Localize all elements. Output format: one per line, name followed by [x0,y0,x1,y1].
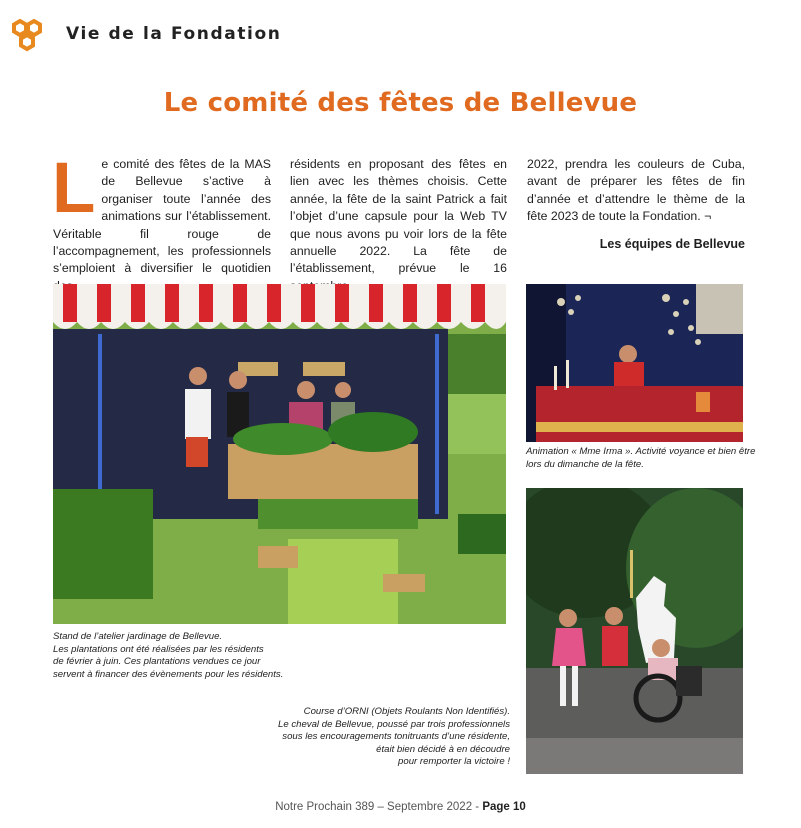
article-signature: Les équipes de Bellevue [599,237,745,251]
caption-line: Les plantations ont été réalisées par les résidents [53,643,264,655]
caption-line: servent à financer des évènements pour les résidents. [53,668,284,680]
caption-line: sous les encouragements tonitruants d’une résidente, [282,731,510,743]
footer-text: Notre Prochain 389 – Septembre 2022 - [275,801,483,813]
photo-garden-stand [53,284,506,624]
caption-line: Animation « Mme Irma ». Activité voyance et bien être [526,446,756,457]
caption-line: Stand de l’atelier jardinage de Bellevue. [53,631,223,642]
column-2-text: résidents en proposant des fêtes en lien avec les thèmes choisis. Cette année, la fête de la saint Patrick a fait l’objet d’une capsule pour la Web TV que nous avons pu voir lors de la fête annuelle 2022. La fête de l’établissement, prévue le 16 [290,157,507,276]
photo-mme-irma [526,284,743,442]
article-column-3 [527,156,745,226]
column-3-text: 2022, prendra les couleurs de Cuba, avant de préparer les fêtes de fin d’année et d’attendre le thème de la fête 2023 de toute la Fondation. [527,157,745,224]
page-number: Page 10 [482,801,526,813]
caption-line: de février à juin. Ces plantations vendues ce jour [53,656,261,668]
section-title: Vie de la Fondation [66,24,282,44]
caption-line: pour remporter la victoire ! [398,756,510,768]
caption-orni-race [260,706,510,769]
end-mark-icon: ¬ [704,209,712,224]
article-column-2 [290,156,507,295]
caption-line: Le cheval de Bellevue, poussé par trois professionnels [278,718,510,730]
photo-orni-race [526,488,743,774]
article-headline: Le comité des fêtes de Bellevue [163,88,638,118]
caption-line: était bien décidé à en découdre [376,743,510,755]
column-1-text: e comité des fêtes de la MAS de Bellevue s’active à organiser toute l’année des animations sur l’établissement. Véritable fil rouge de l’accompagnement, les professionnels s’emploient à diversifier le quotidien [53,157,271,276]
page-footer [0,801,801,813]
caption-line: Course d’ORNI (Objets Roulants Non Identifiés). [303,706,510,717]
caption-mme-irma [526,446,755,471]
caption-line: lors du dimanche de la fête. [526,458,644,470]
honeycomb-logo-icon [9,19,47,55]
article-column-1 [52,149,271,295]
drop-cap: L [52,149,96,228]
caption-garden-stand [53,631,283,681]
